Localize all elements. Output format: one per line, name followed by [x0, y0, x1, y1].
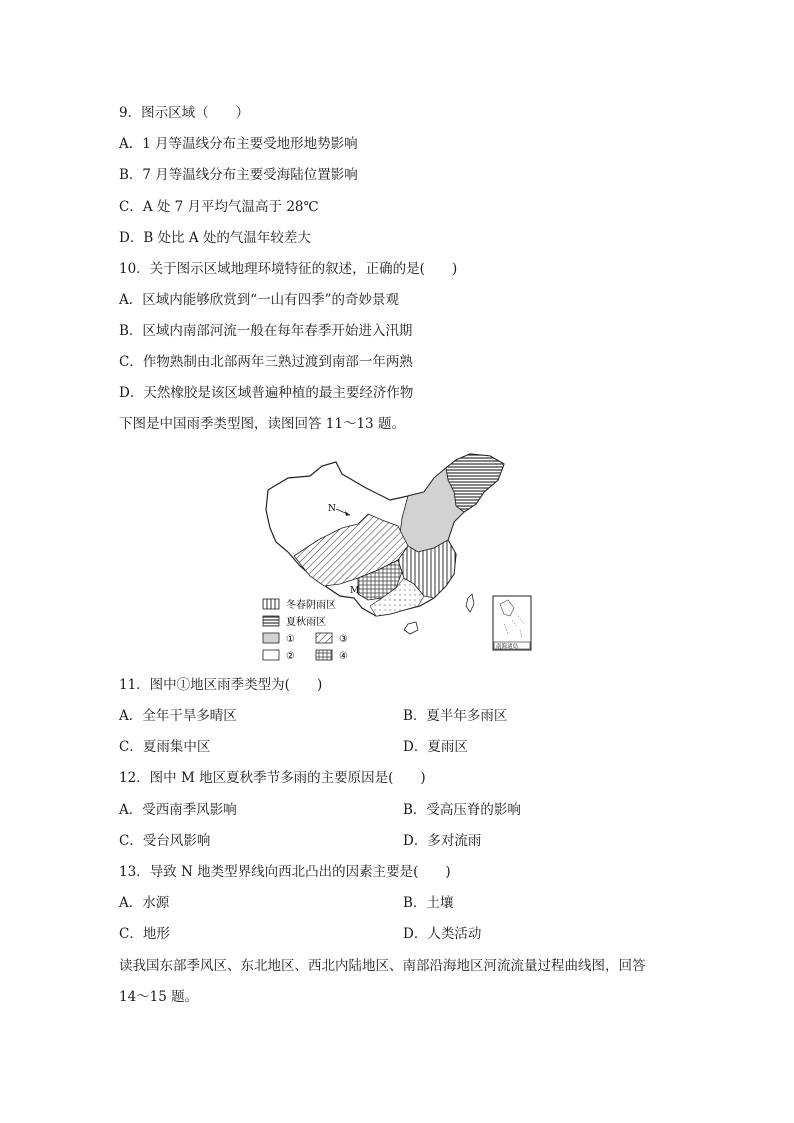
south-china-sea-inset: [493, 596, 531, 650]
n-label: N: [328, 504, 336, 514]
q10-option-a: A．区域内能够欣赏到“一山有四季”的奇妙景观: [119, 292, 400, 308]
legend-swatch-4: [316, 650, 332, 660]
legend-label-1: ①: [286, 634, 295, 645]
q10-option-d: D．天然橡胶是该区域普遍种植的最主要经济作物: [119, 385, 414, 401]
m-label: M: [350, 586, 360, 596]
q9-option-b: B．7 月等温线分布主要受海陆位置影响: [119, 167, 358, 183]
legend-label-4: ④: [339, 651, 348, 662]
intro-14-15-line1: 读我国东部季风区、东北地区、西北内陆地区、南部沿海地区河流流量过程曲线图，回答: [119, 958, 646, 974]
legend-swatch-winter-spring: [263, 599, 279, 609]
q13-stem: 13．导致 N 地类型界线向西北凸出的因素主要是( ): [119, 864, 451, 880]
q12-option-d: D．多对流雨: [403, 833, 482, 849]
legend-label-winter-spring: 冬春阴雨区: [286, 600, 336, 611]
q13-option-c: C．地形: [119, 926, 170, 942]
q12-option-a: A．受西南季风影响: [119, 802, 237, 818]
legend-swatch-summer-autumn: [263, 616, 279, 626]
q11-option-b: B．夏半年多雨区: [403, 708, 508, 724]
q9-option-d: D．B 处比 A 处的气温年较差大: [119, 230, 311, 246]
q12-option-c: C．受台风影响: [119, 833, 211, 849]
legend-swatch-1: [263, 633, 279, 643]
q11-option-c: C．夏雨集中区: [119, 739, 211, 755]
q12-option-b: B．受高压脊的影响: [403, 802, 521, 818]
q10-stem: 10．关于图示区域地理环境特征的叙述，正确的是( ): [119, 261, 458, 277]
legend-swatch-2: [263, 650, 279, 660]
q13-option-a: A．水源: [119, 895, 170, 911]
q13-option-b: B．土壤: [403, 895, 454, 911]
q12-stem: 12．图中 M 地区夏秋季节多雨的主要原因是( ): [119, 770, 426, 786]
intro-11-13: 下图是中国雨季类型图，读图回答 11～13 题。: [119, 416, 405, 432]
q9-stem: 9．图示区域（ ）: [119, 105, 250, 121]
q13-option-d: D．人类活动: [403, 926, 482, 942]
legend-swatch-3: [316, 633, 332, 643]
q10-option-b: B．区域内南部河流一般在每年春季开始进入汛期: [119, 323, 413, 339]
q9-option-a: A．1 月等温线分布主要受地形地势影响: [119, 136, 358, 152]
legend-label-3: ③: [339, 634, 348, 645]
legend-label-summer-autumn: 夏秋雨区: [286, 617, 326, 628]
inset-label: 南海诸岛: [496, 644, 519, 650]
intro-14-15-line2: 14～15 题。: [119, 989, 199, 1005]
china-rain-season-map: [258, 448, 538, 668]
q10-option-c: C．作物熟制由北部两年三熟过渡到南部一年两熟: [119, 354, 413, 370]
legend-label-2: ②: [286, 651, 295, 662]
q11-stem: 11．图中①地区雨季类型为( ): [119, 677, 323, 693]
hainan-island: [404, 622, 418, 634]
q11-option-d: D．夏雨区: [403, 739, 468, 755]
map-legend: [263, 598, 348, 662]
q11-option-a: A．全年干旱多晴区: [119, 708, 237, 724]
taiwan-island: [466, 594, 474, 612]
q9-option-c: C．A 处 7 月平均气温高于 28℃: [119, 199, 319, 215]
